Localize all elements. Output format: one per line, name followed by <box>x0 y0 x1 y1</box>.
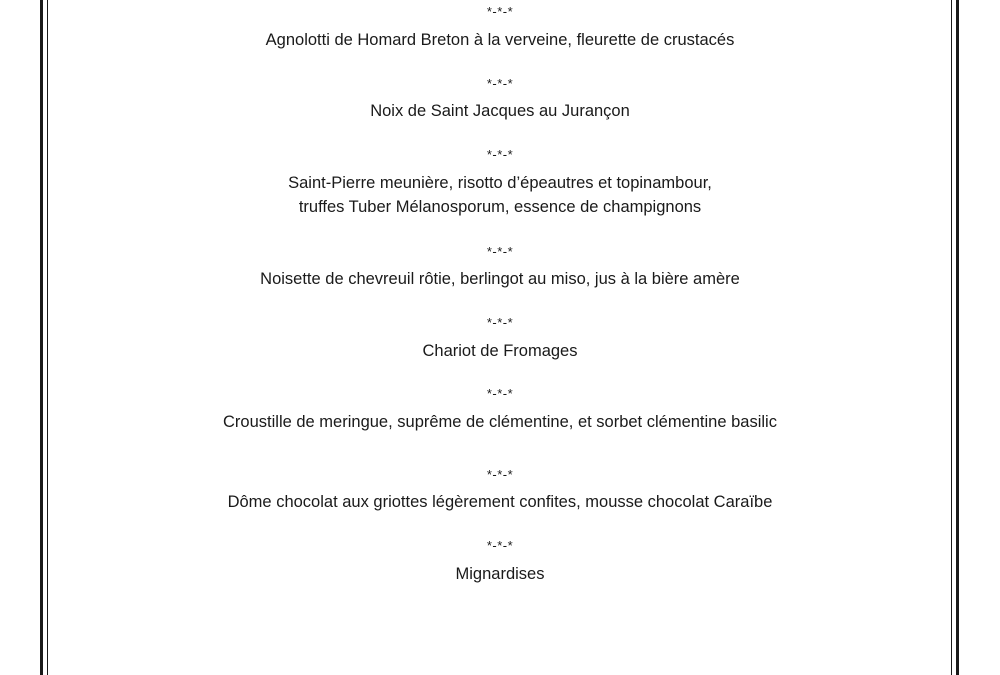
border-right-outer <box>956 0 959 675</box>
course-line: truffes Tuber Mélanosporum, essence de champignons <box>298 198 702 216</box>
border-left-inner <box>47 0 48 675</box>
course-line: Mignardises <box>455 565 545 583</box>
separator: *-*-* <box>486 4 514 19</box>
separator: *-*-* <box>486 244 514 259</box>
course-line: Noix de Saint Jacques au Jurançon <box>370 102 630 120</box>
separator: *-*-* <box>486 386 514 401</box>
border-right-inner <box>951 0 952 675</box>
separator: *-*-* <box>486 76 514 91</box>
course-line: Saint-Pierre meunière, risotto d’épeautres et topinambour, <box>288 174 712 192</box>
separator: *-*-* <box>486 467 514 482</box>
course-line: Dôme chocolat aux griottes légèrement confites, mousse chocolat Caraïbe <box>227 493 773 511</box>
course-line: Agnolotti de Homard Breton à la verveine, fleurette de crustacés <box>265 31 735 49</box>
course-line: Noisette de chevreuil rôtie, berlingot au miso, jus à la bière amère <box>260 270 740 288</box>
separator: *-*-* <box>486 147 514 162</box>
separator: *-*-* <box>486 315 514 330</box>
course-line: Chariot de Fromages <box>422 342 578 360</box>
separator: *-*-* <box>486 538 514 553</box>
course-line: Croustille de meringue, suprême de clémentine, et sorbet clémentine basilic <box>223 413 777 431</box>
border-left-outer <box>40 0 43 675</box>
